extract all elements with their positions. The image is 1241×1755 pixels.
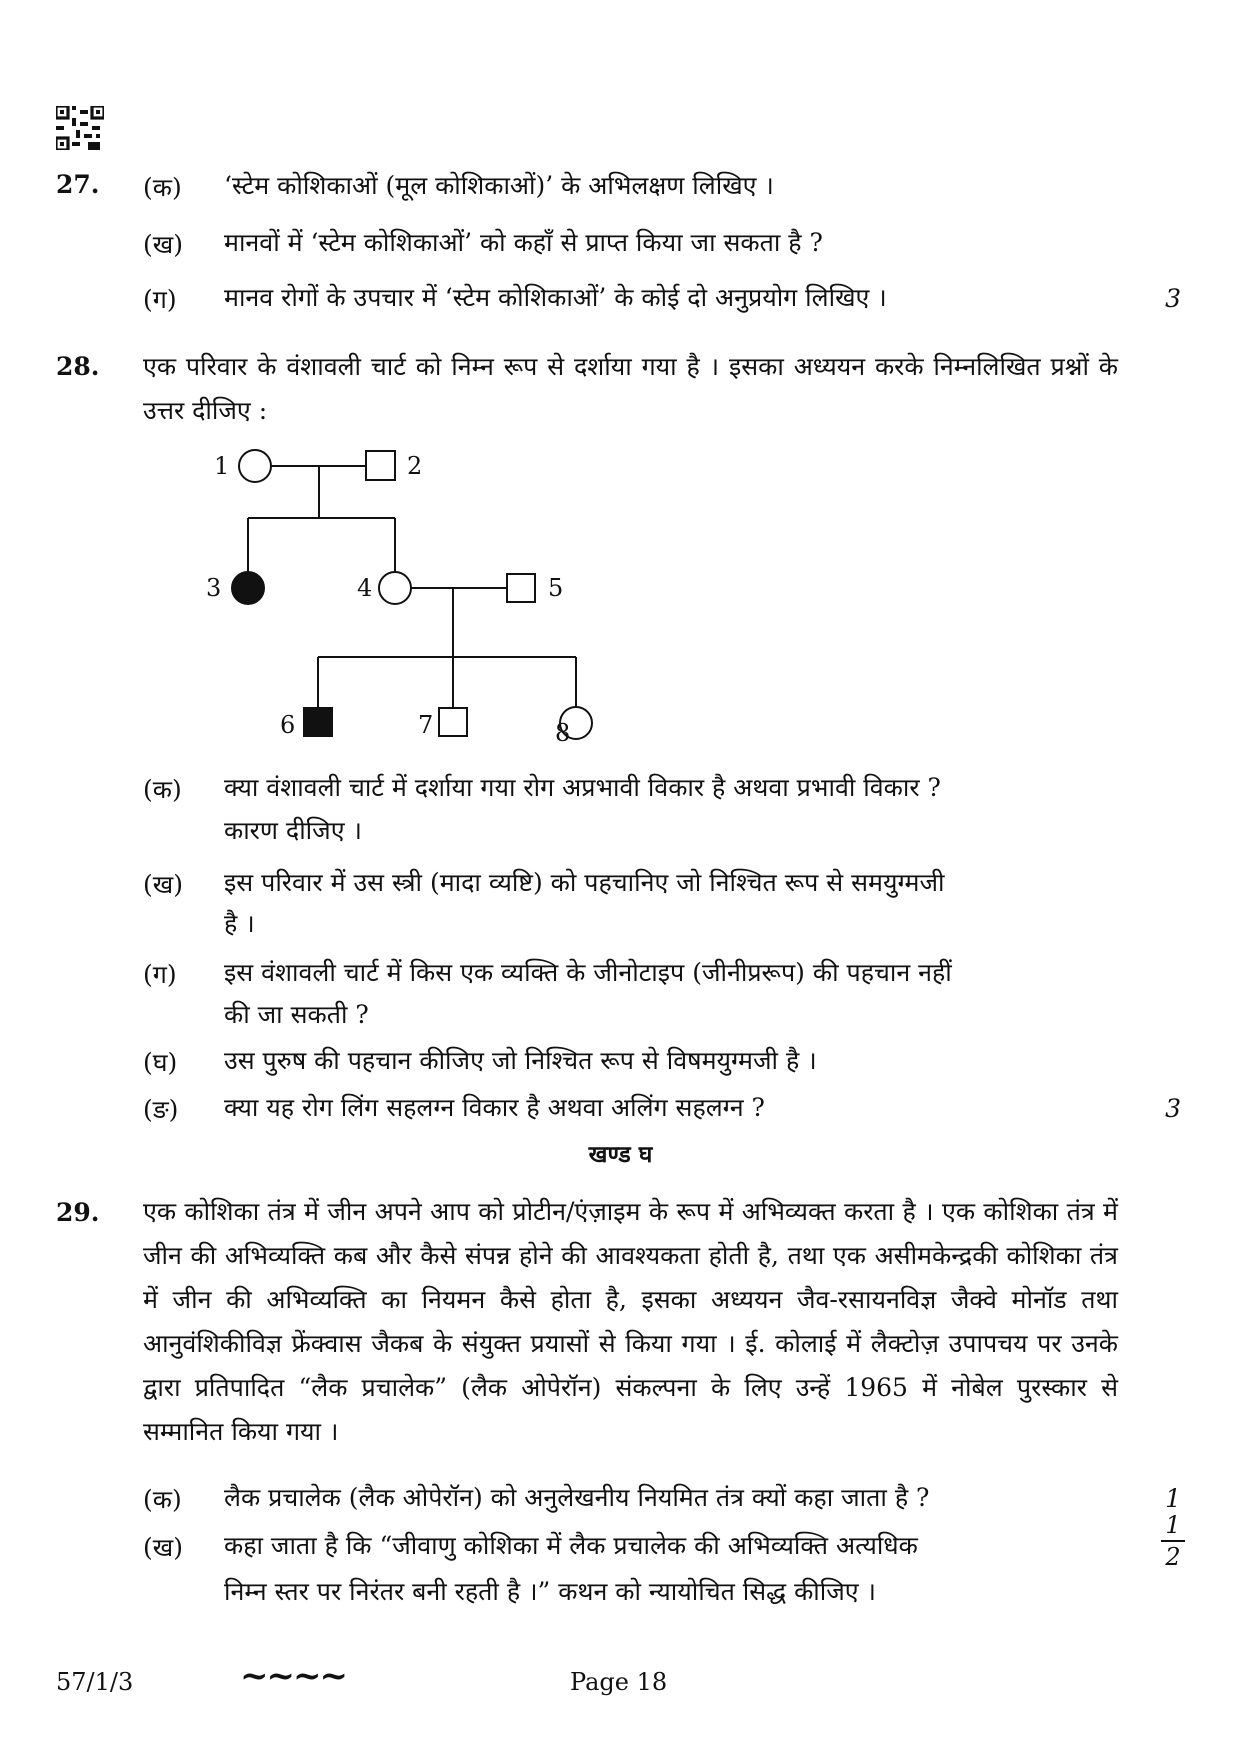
pedigree-individual-3	[232, 572, 264, 604]
pedigree-individual-4	[379, 572, 411, 604]
part-text: लैक प्रचालेक (लैक ओपेरॉन) को अनुलेखनीय नियमित तंत्र क्यों कहा जाता है ?	[224, 1483, 930, 1512]
part-text: मानवों में ‘स्टेम कोशिकाओं’ को कहाँ से प्राप्त किया जा सकता है ?	[224, 228, 823, 257]
part-label: (ख)	[143, 230, 183, 259]
pedigree-individual-5	[507, 574, 535, 602]
part-label: (ङ)	[143, 1095, 179, 1124]
part-text: इस परिवार में उस स्त्री (मादा व्यष्टि) को पहचानिए जो निश्चित रूप से समयुग्मजी	[224, 868, 945, 897]
pedigree-label-8: 8	[555, 719, 571, 747]
marks: 3	[1165, 1094, 1181, 1123]
part-label: (ख)	[143, 870, 183, 899]
part-label: (क)	[143, 1485, 182, 1514]
marks: 3	[1165, 284, 1181, 313]
question-intro: एक परिवार के वंशावली चार्ट को निम्न रूप से दर्शाया गया है । इसका अध्ययन करके निम्नलिखित प्रश्नों के उत्तर दीजिए :	[143, 352, 1118, 425]
marks-fraction	[1161, 1510, 1185, 1572]
pedigree-label-2: 2	[407, 452, 423, 480]
part-text: ‘स्टेम कोशिकाओं (मूल कोशिकाओं)’ के अभिलक्षण लिखिए ।	[224, 171, 774, 200]
fraction-numerator: 1	[1165, 1511, 1181, 1539]
pedigree-label-6: 6	[280, 711, 296, 739]
pedigree-label-4: 4	[357, 574, 373, 602]
question-number: 27.	[56, 170, 100, 199]
part-label: (ग)	[143, 960, 177, 989]
part-label: (ख)	[143, 1533, 183, 1562]
section-heading: खण्ड घ	[588, 1141, 653, 1168]
part-text: कारण दीजिए ।	[224, 816, 362, 845]
pedigree-chart	[200, 430, 660, 765]
pedigree-individual-1	[239, 450, 271, 482]
part-text: उस पुरुष की पहचान कीजिए जो निश्चित रूप से विषमयुग्मजी है ।	[224, 1046, 817, 1075]
part-label: (क)	[143, 775, 182, 804]
question-number: 29.	[56, 1198, 100, 1227]
pedigree-label-3: 3	[206, 574, 222, 602]
qr-code	[56, 106, 104, 150]
pedigree-individual-2	[366, 451, 395, 480]
part-label: (क)	[143, 173, 182, 202]
part-text: क्या यह रोग लिंग सहलग्न विकार है अथवा अलिंग सहलग्न ?	[224, 1093, 765, 1122]
part-text: क्या वंशावली चार्ट में दर्शाया गया रोग अप्रभावी विकार है अथवा प्रभावी विकार ?	[224, 773, 941, 802]
question-intro: एक कोशिका तंत्र में जीन अपने आप को प्रोटीन/एंज़ाइम के रूप में अभिव्यक्त करता है । एक कोशिका तंत्र में जीन की अभिव्यक्ति कब और कैसे संपन्न होने की आवश्यकता होती है, तथा एक असीमकेन्द्रकी कोशिका तंत्र में जीन की अभिव्यक्ति का नियमन कैसे होता है, इसका अध्ययन जैव-रसायनविज्ञ जैक्वे मोनॉड तथा आनुवंशिकीविज्ञ फ्रेंक्वास जैकब के संयुक्त प्रयासों से किया गया । ई. कोलाई में लैक्टोज़ उपापचय पर उनके द्वारा प्रतिपादित “लैक प्रचालेक” (लैक ओपेरॉन) संकल्पना के लिए उन्हें 1965 में नोबेल पुरस्कार से सम्मानित किया गया ।	[143, 1197, 1118, 1446]
question-number: 28.	[56, 352, 100, 381]
part-text: है ।	[224, 909, 255, 938]
part-text: इस वंशावली चार्ट में किस एक व्यक्ति के जीनोटाइप (जीनीप्ररूप) की पहचान नहीं	[224, 958, 952, 987]
fraction-denominator: 2	[1161, 1540, 1185, 1572]
part-text: मानव रोगों के उपचार में ‘स्टेम कोशिकाओं’ के कोई दो अनुप्रयोग लिखिए ।	[224, 283, 887, 312]
part-label: (ग)	[143, 285, 177, 314]
pedigree-label-5: 5	[548, 574, 564, 602]
pedigree-individual-6	[304, 708, 332, 736]
footer-decoration: ~~~~	[240, 1656, 346, 1696]
pedigree-label-1: 1	[214, 452, 230, 480]
page-number: Page 18	[570, 1668, 668, 1696]
part-text: निम्न स्तर पर निरंतर बनी रहती है ।” कथन को न्यायोचित सिद्ध कीजिए ।	[224, 1577, 877, 1606]
paper-code: 57/1/3	[56, 1668, 134, 1696]
pedigree-individual-7	[439, 708, 467, 736]
part-text: की जा सकती ?	[224, 1000, 369, 1029]
part-text: कहा जाता है कि “जीवाणु कोशिका में लैक प्रचालेक की अभिव्यक्ति अत्यधिक	[224, 1531, 918, 1560]
marks: 1	[1165, 1484, 1181, 1513]
part-label: (घ)	[143, 1048, 178, 1077]
pedigree-label-7: 7	[418, 711, 434, 739]
